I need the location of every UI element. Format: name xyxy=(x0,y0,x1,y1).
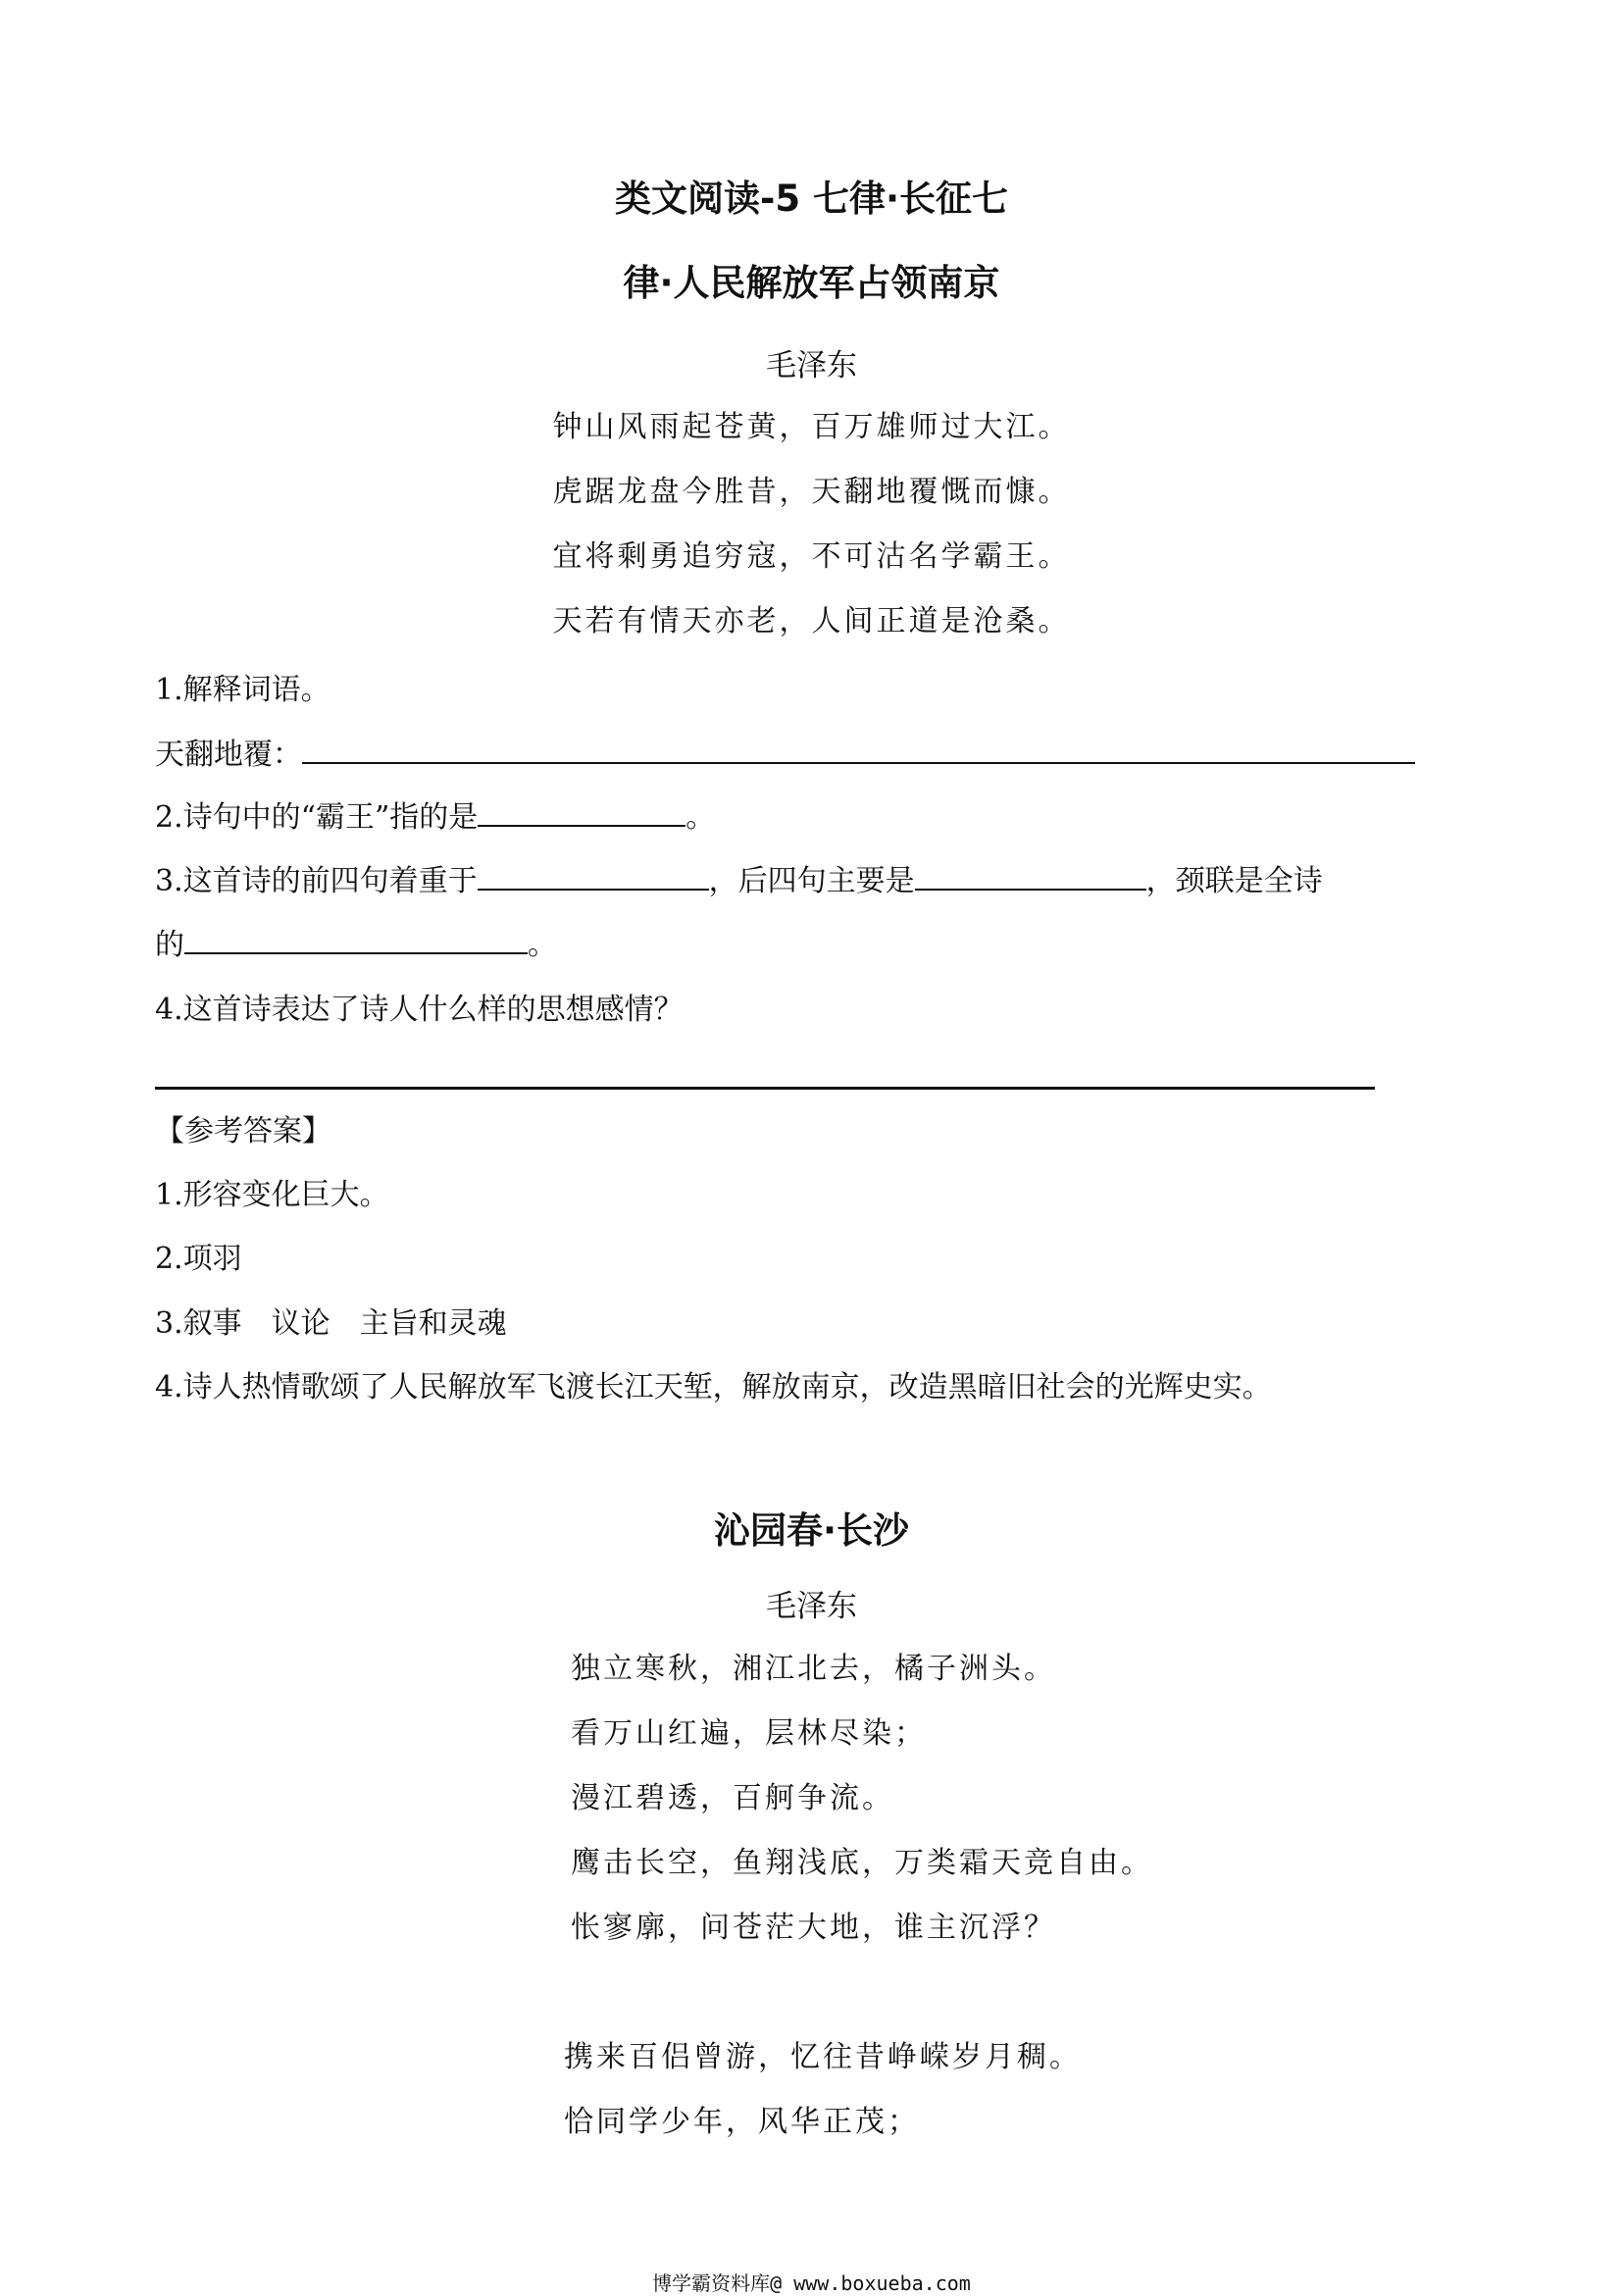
answer-3: 3.叙事 议论 主旨和灵魂 xyxy=(155,1306,507,1341)
question-2 xyxy=(155,792,715,836)
answer-blank[interactable] xyxy=(302,761,1415,764)
question-1: 1.解释词语。 xyxy=(155,673,330,707)
question-4: 4.这首诗表达了诗人什么样的思想感情？ xyxy=(155,993,684,1027)
poem1-line: 宜将剩勇追穷寇，不可沽名学霸王。 xyxy=(552,539,1071,574)
answers-header: 【参考答案】 xyxy=(155,1114,331,1148)
poem2-line: 漫江碧透，百舸争流。 xyxy=(571,1781,894,1815)
question-3-suffix: 。 xyxy=(528,928,557,962)
question-3-mid: ，后四句主要是 xyxy=(708,864,915,898)
answer-blank[interactable] xyxy=(478,824,685,827)
question-3-end: ，颈联是全诗 xyxy=(1145,864,1323,898)
answer-4: 4.诗人热情歌颂了人民解放军飞渡长江天堑，解放南京，改造黑暗旧社会的光辉史实。 xyxy=(155,1370,1272,1404)
poem1-line: 天若有情天亦老，人间正道是沧桑。 xyxy=(552,604,1071,638)
answer-2: 2.项羽 xyxy=(155,1242,242,1276)
answer-blank[interactable] xyxy=(915,888,1146,891)
poem2-line: 怅寥廓，问苍茫大地，谁主沉浮？ xyxy=(571,1911,1056,1945)
poem2-title: 沁园春·长沙 xyxy=(713,1509,910,1552)
poem1-author: 毛泽东 xyxy=(766,348,857,383)
footer-watermark: 博学霸资料库@ www.boxueba.com xyxy=(652,2271,971,2295)
poem1-line: 钟山风雨起苍黄，百万雄师过大江。 xyxy=(552,410,1071,444)
poem2-line: 看万山红遍，层林尽染； xyxy=(571,1716,927,1751)
poem2-line: 鹰击长空，鱼翔浅底，万类霜天竞自由。 xyxy=(571,1846,1153,1880)
question-3 xyxy=(155,856,1323,899)
question-2-suffix: 。 xyxy=(685,800,716,835)
question-3-continued xyxy=(155,920,557,963)
question-2-text: 2.诗句中的“霸王”指的是 xyxy=(155,800,479,835)
answer-line[interactable] xyxy=(155,1087,1375,1090)
question-1-term-row xyxy=(155,730,1415,773)
poem2-author: 毛泽东 xyxy=(766,1589,857,1624)
question-3-text: 3.这首诗的前四句着重于 xyxy=(155,864,478,898)
answer-1: 1.形容变化巨大。 xyxy=(155,1178,389,1212)
answer-blank[interactable] xyxy=(184,951,528,954)
poem1-line: 虎踞龙盘今胜昔，天翻地覆慨而慷。 xyxy=(552,475,1071,509)
question-1-term: 天翻地覆： xyxy=(155,738,302,772)
poem1-title: 律·人民解放军占领南京 xyxy=(623,262,1000,304)
poem2-line: 恰同学少年，风华正茂； xyxy=(564,2105,920,2139)
question-3-cont: 的 xyxy=(155,928,184,962)
poem2-line: 独立寒秋，湘江北去，橘子洲头。 xyxy=(571,1652,1056,1686)
document-title: 类文阅读-5 七律·长征七 xyxy=(614,178,1009,220)
poem2-line: 携来百侣曾游，忆往昔峥嵘岁月稠。 xyxy=(564,2040,1082,2074)
answer-blank[interactable] xyxy=(478,888,709,891)
